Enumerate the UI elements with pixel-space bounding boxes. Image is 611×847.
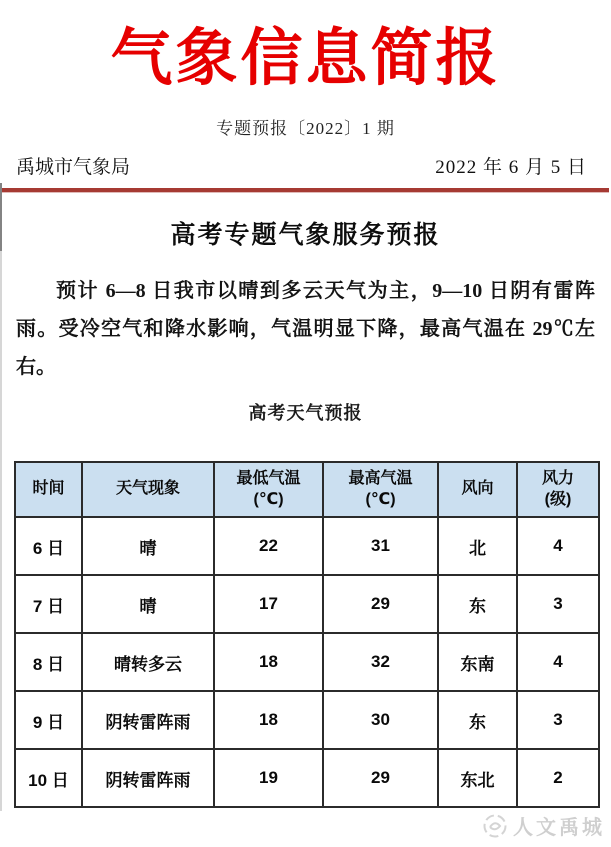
forecast-table-body xyxy=(15,517,599,807)
issue-line: 专题预报〔2022〕1 期 xyxy=(216,119,395,138)
table-cell: 东 xyxy=(438,575,517,633)
table-cell: 晴 xyxy=(82,575,214,633)
issue-date: 2022 年 6 月 5 日 xyxy=(435,157,587,178)
document-title: 气象信息简报 xyxy=(110,25,501,93)
table-cell: 3 xyxy=(517,691,599,749)
forecast-table xyxy=(14,461,600,808)
scan-edge-artifact xyxy=(0,183,2,811)
header-cell: 风力 (级) xyxy=(517,462,599,517)
table-cell: 阴转雷阵雨 xyxy=(82,749,214,807)
table-cell: 3 xyxy=(517,575,599,633)
table-cell: 2 xyxy=(517,749,599,807)
header-cell: 最低气温 (℃) xyxy=(214,462,323,517)
header-cell: 时间 xyxy=(15,462,82,517)
table-cell: 东 xyxy=(438,691,517,749)
table-row xyxy=(15,575,599,633)
table-cell: 4 xyxy=(517,517,599,575)
forecast-paragraph xyxy=(16,272,595,386)
swirl-logo-icon xyxy=(482,813,508,839)
table-cell: 31 xyxy=(323,517,438,575)
table-cell: 29 xyxy=(323,749,438,807)
table-cell: 32 xyxy=(323,633,438,691)
table-cell: 东南 xyxy=(438,633,517,691)
masthead-row xyxy=(16,152,587,179)
table-cell: 22 xyxy=(214,517,323,575)
header-cell: 天气现象 xyxy=(82,462,214,517)
section-heading: 高考专题气象服务预报 xyxy=(170,221,441,249)
table-cell: 9 日 xyxy=(15,691,82,749)
table-row xyxy=(15,691,599,749)
table-cell: 10 日 xyxy=(15,749,82,807)
table-cell: 4 xyxy=(517,633,599,691)
table-row xyxy=(15,633,599,691)
agency-name: 禹城市气象局 xyxy=(16,157,131,178)
table-cell: 29 xyxy=(323,575,438,633)
table-cell: 19 xyxy=(214,749,323,807)
forecast-table-head xyxy=(15,462,599,517)
header-cell: 风向 xyxy=(438,462,517,517)
table-cell: 7 日 xyxy=(15,575,82,633)
header-row xyxy=(15,462,599,517)
paragraph-line: 右。 xyxy=(16,356,56,378)
table-cell: 30 xyxy=(323,691,438,749)
paragraph-line: 预计 6—8 日我市以晴到多云天气为主，9—10 日阴有雷阵 xyxy=(56,280,595,302)
masthead-rule xyxy=(2,188,609,192)
table-cell: 阴转雷阵雨 xyxy=(82,691,214,749)
watermark xyxy=(482,811,605,840)
table-cell: 晴 xyxy=(82,517,214,575)
table-cell: 6 日 xyxy=(15,517,82,575)
table-row xyxy=(15,749,599,807)
table-cell: 18 xyxy=(214,691,323,749)
table-cell: 17 xyxy=(214,575,323,633)
table-cell: 晴转多云 xyxy=(82,633,214,691)
watermark-label: 人文禹城 xyxy=(513,817,605,839)
table-caption: 高考天气预报 xyxy=(248,403,363,423)
table-cell: 北 xyxy=(438,517,517,575)
table-cell: 18 xyxy=(214,633,323,691)
paragraph-line: 雨。受冷空气和降水影响，气温明显下降，最高气温在 29℃左 xyxy=(16,318,595,340)
table-cell: 8 日 xyxy=(15,633,82,691)
table-row xyxy=(15,517,599,575)
table-cell: 东北 xyxy=(438,749,517,807)
header-cell: 最高气温 (℃) xyxy=(323,462,438,517)
